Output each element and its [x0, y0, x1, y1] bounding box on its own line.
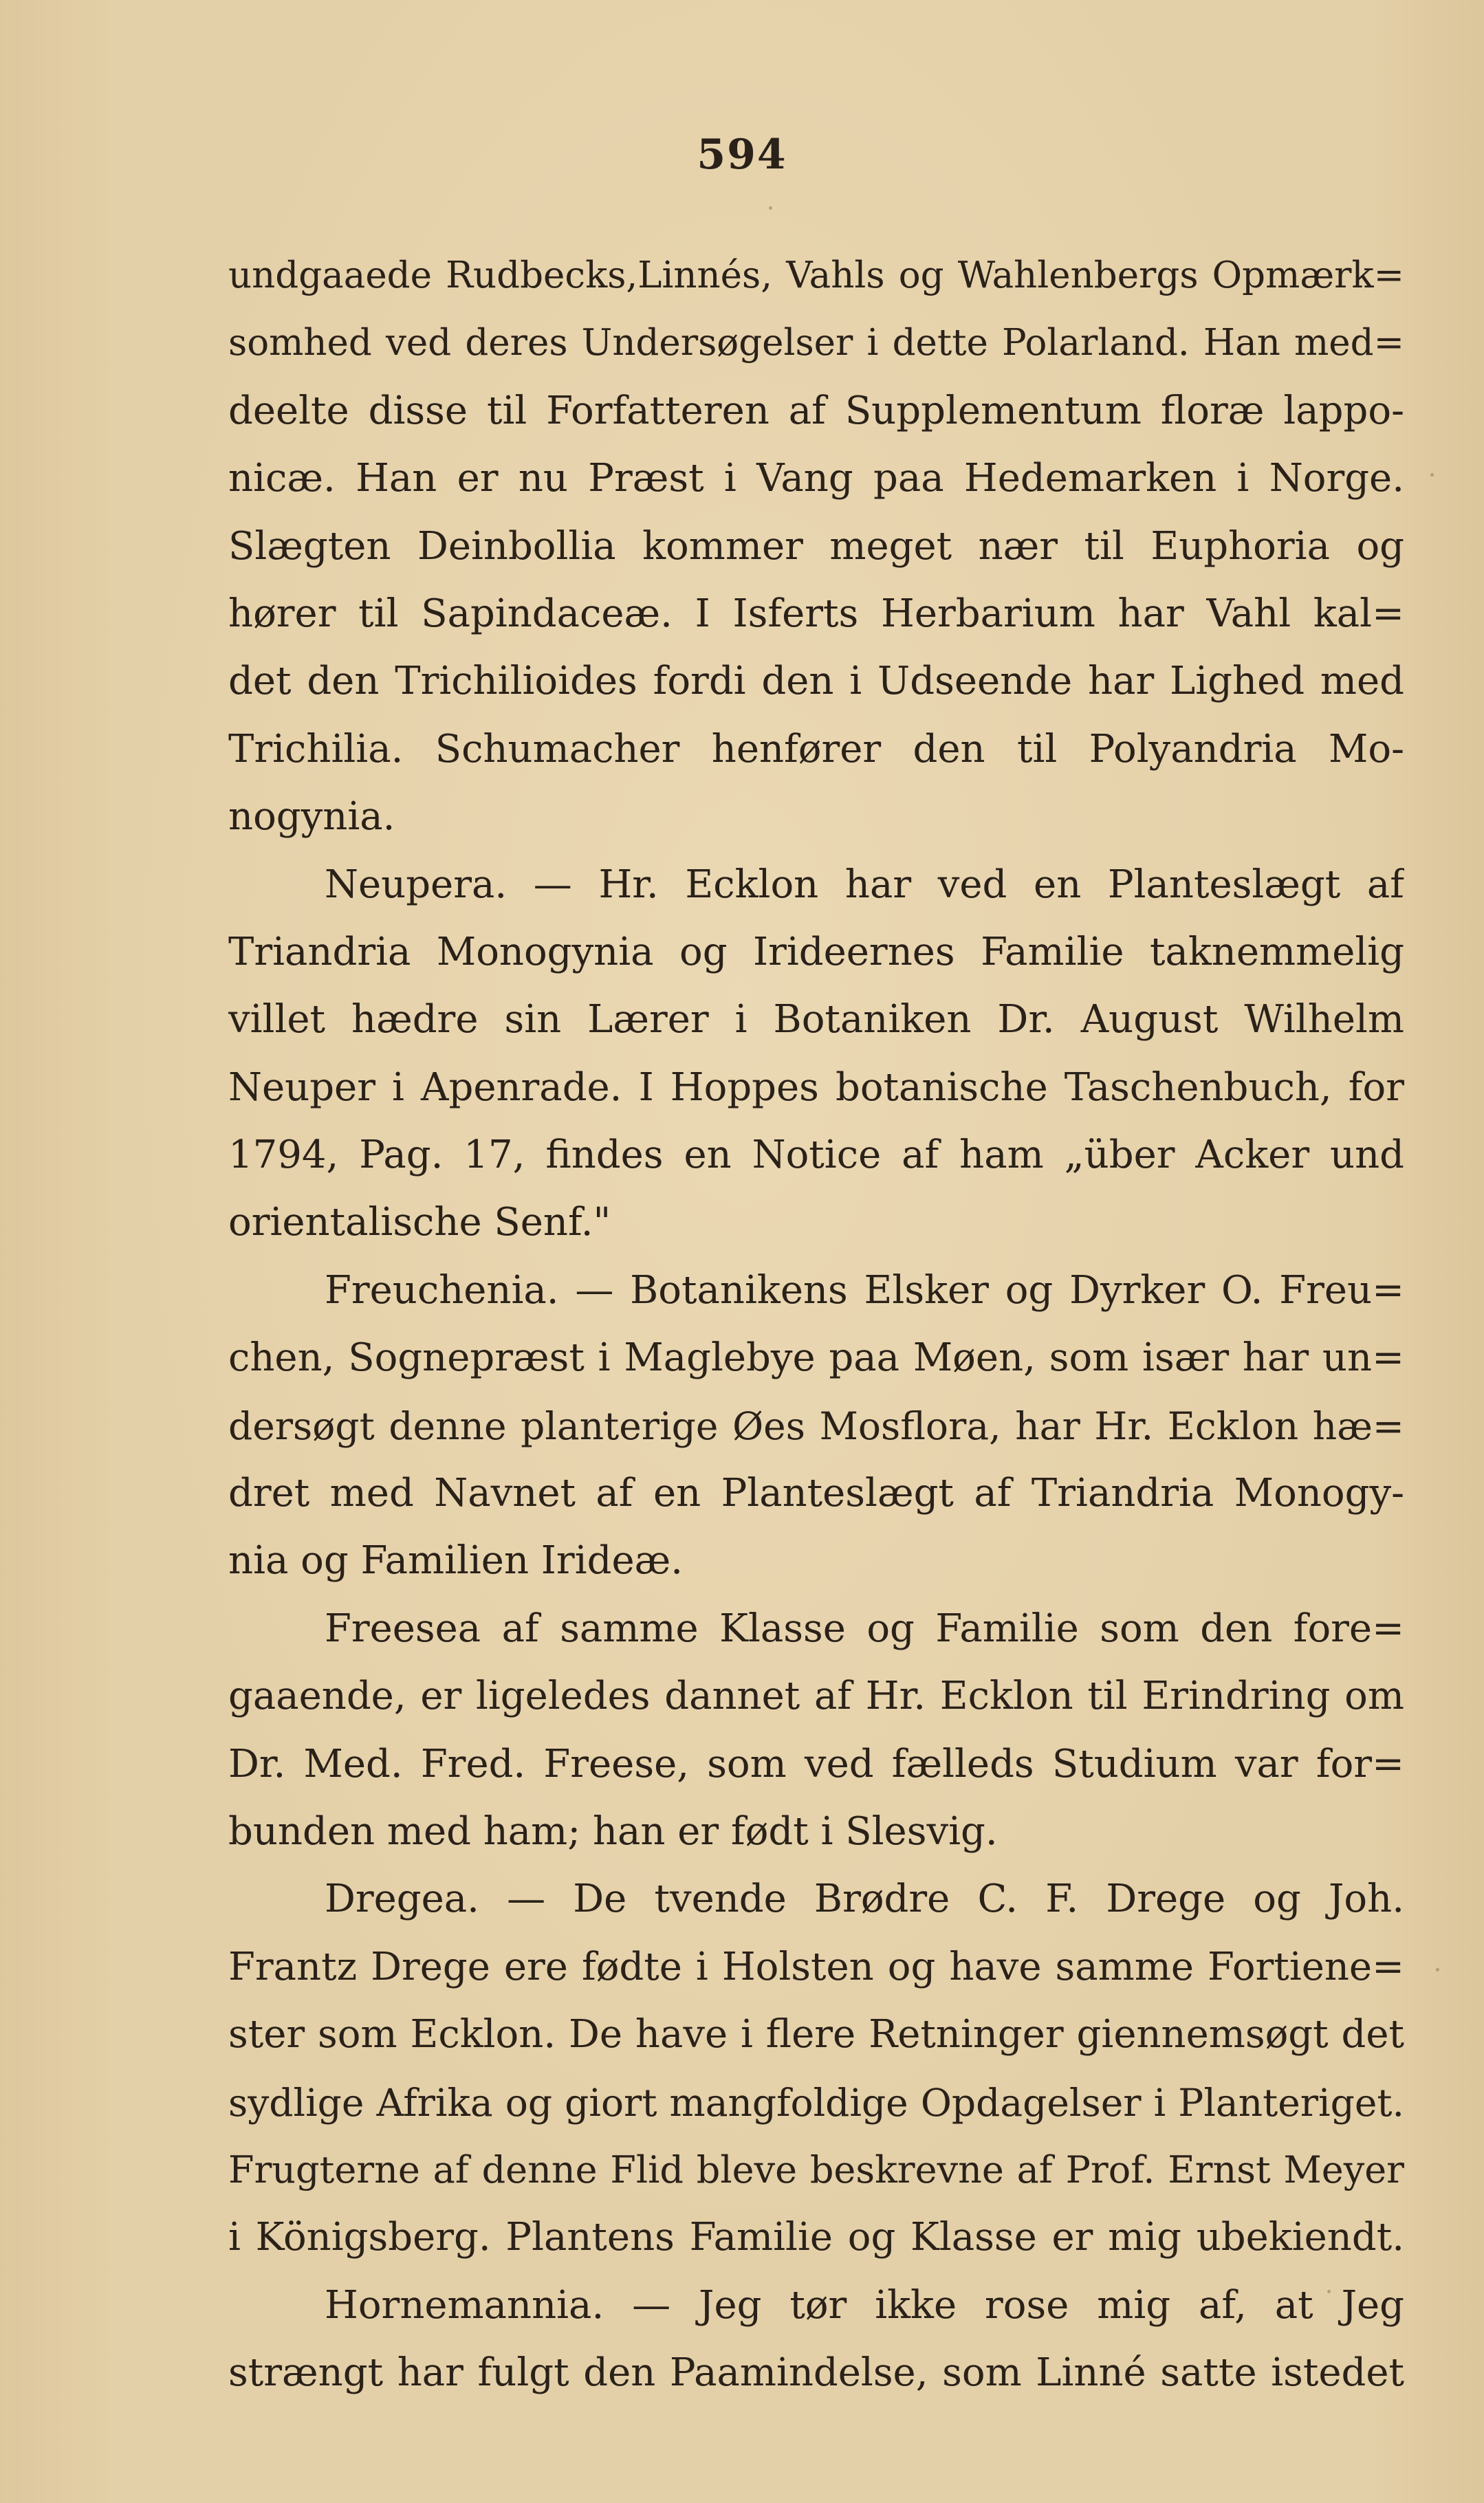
paper-speck — [1430, 473, 1434, 477]
text-line: Hornemannia. — Jeg tør ikke rose mig af, at Jeg — [325, 2282, 1404, 2328]
text-line: 1794, Pag. 17, findes en Notice af ham „über Acker und — [228, 1133, 1404, 1178]
text-line: undgaaede Rudbecks,Linnés, Vahls og Wahlenbergs Opmærk= — [228, 254, 1404, 296]
text-line: hører til Sapindaceæ. I Isferts Herbarium har Vahl kal= — [228, 591, 1404, 636]
text-line: Freesea af samme Klasse og Familie som den fore= — [325, 1606, 1404, 1651]
text-line: sydlige Afrika og giort mangfoldige Opdagelser i Planteriget. — [228, 2080, 1404, 2125]
text-line: gaaende, er ligeledes dannet af Hr. Ecklon til Erindring om — [228, 1674, 1404, 1719]
text-line: Triandria Monogynia og Irideernes Familie taknemmelig — [228, 929, 1404, 974]
paper-speck — [1436, 1968, 1439, 1971]
text-line: Trichilia. Schumacher henfører den til Polyandria Mo- — [228, 726, 1404, 772]
body-text — [228, 242, 1404, 2407]
text-line: strængt har fulgt den Paamindelse, som Linné satte istedet — [228, 2350, 1404, 2396]
text-line: i Königsberg. Plantens Familie og Klasse er mig ubekiendt. — [228, 2215, 1404, 2260]
text-line: dersøgt denne planterige Øes Mosflora, har Hr. Ecklon hæ= — [228, 1403, 1404, 1448]
text-line: Dregea. — De tvende Brødre C. F. Drege og Joh. — [325, 1877, 1404, 1922]
page-number: 594 — [697, 131, 787, 179]
text-line: dret med Navnet af en Planteslægt af Triandria Monogy- — [228, 1471, 1404, 1516]
text-line: deelte disse til Forfatteren af Supplementum floræ lappo- — [228, 388, 1404, 433]
text-line: nia og Familien Irideæ. — [228, 1538, 684, 1584]
text-line: chen, Sognepræst i Maglebye paa Møen, som især har un= — [228, 1335, 1404, 1381]
text-line: ster som Ecklon. De have i flere Retninger giennemsøgt det — [228, 2012, 1404, 2057]
text-line: villet hædre sin Lærer i Botaniken Dr. August Wilhelm — [228, 997, 1404, 1042]
text-line: Frantz Drege ere fødte i Holsten og have samme Fortiene= — [228, 1944, 1404, 1989]
text-line: Neuper i Apenrade. I Hoppes botanische Taschenbuch, for — [228, 1064, 1404, 1110]
text-line: bunden med ham; han er født i Slesvig. — [228, 1808, 998, 1854]
text-line: orientalische Senf." — [228, 1200, 611, 1245]
paper-speck — [1327, 2290, 1331, 2293]
text-line: nogynia. — [228, 794, 395, 840]
paper-speck — [769, 206, 772, 210]
text-line: Dr. Med. Fred. Freese, som ved fælleds Studium var for= — [228, 1741, 1404, 1786]
text-line: Frugterne af denne Flid bleve beskrevne af Prof. Ernst Meyer — [228, 2147, 1404, 2192]
text-line: det den Trichilioides fordi den i Udseende har Lighed med — [228, 659, 1404, 704]
text-line: somhed ved deres Undersøgelser i dette Polarland. Han med= — [228, 322, 1404, 364]
text-line: Slægten Deinbollia kommer meget nær til Euphoria og — [228, 523, 1404, 569]
text-line: nicæ. Han er nu Præst i Vang paa Hedemarken i Norge. — [228, 456, 1404, 501]
text-line: Neupera. — Hr. Ecklon har ved en Planteslægt af — [325, 862, 1404, 907]
text-line: Freuchenia. — Botanikens Elsker og Dyrker O. Freu= — [325, 1267, 1404, 1313]
